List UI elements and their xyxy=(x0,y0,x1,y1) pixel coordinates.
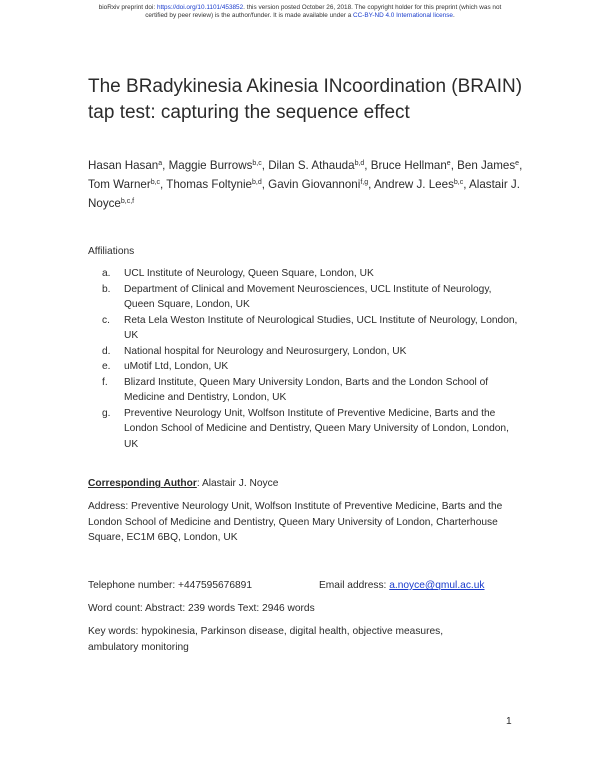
affiliation-letter: g. xyxy=(102,407,111,419)
author-name: Andrew J. Lees xyxy=(373,178,454,191)
affiliation-text: National hospital for Neurology and Neurosurgery, London, UK xyxy=(124,345,407,357)
affiliation-text: Preventive Neurology Unit, Wolfson Institute of Preventive Medicine, Barts and the London School of Medicine and Dentistry, Queen Mary University of London, London, UK xyxy=(124,407,509,450)
contact-row xyxy=(88,578,518,594)
author: Ben James$^e$, xyxy=(457,159,523,172)
affiliation-text: uMotif Ltd, London, UK xyxy=(124,361,229,372)
author-affiliation-marker: e xyxy=(446,160,451,167)
author-affiliation-marker: b,d xyxy=(251,179,262,186)
author-affiliation-marker: a xyxy=(158,160,163,167)
affiliations-heading: Affiliations xyxy=(88,246,135,257)
affiliation-text: Reta Lela Weston Institute of Neurological Studies, UCL Institute of Neurology, London, UK xyxy=(124,314,518,341)
author: Bruce Hellman$^e$, xyxy=(370,159,458,172)
word-count: Word count: Abstract: 239 words Text: 2946 words xyxy=(88,603,315,614)
paper-title xyxy=(88,74,528,126)
author: Andrew J. Lees$^{b,c}$, xyxy=(373,178,470,191)
email-address: Email address: a.noyce@qmul.ac.uk xyxy=(319,580,485,591)
affiliation-item xyxy=(100,359,520,375)
author-name: Dilan S. Athauda xyxy=(268,159,355,172)
telephone-number: Telephone number: +447595676891 xyxy=(88,580,252,591)
license-link[interactable]: CC-BY-ND 4.0 International license xyxy=(353,12,453,20)
affiliation-letter: a. xyxy=(102,268,111,279)
affiliation-item xyxy=(100,313,520,344)
author-name: Alastair J. Noyce xyxy=(88,178,520,210)
author-affiliation-marker: b,d xyxy=(354,160,365,167)
author-affiliation-marker: b,c xyxy=(252,160,262,167)
author-affiliation-marker: b,c xyxy=(150,179,161,186)
key-words: Key words: hypokinesia, Parkinson disease, digital health, objective measures, ambulatory monitoring xyxy=(88,626,444,653)
address: Address: Preventive Neurology Unit, Wolfson Institute of Preventive Medicine, Barts and the London School of Medicine and Dentistry, Queen Mary University of London, Charterhouse Square, EC1M 6BQ, London, UK xyxy=(88,501,503,543)
preprint-line-2: certified by peer review) is the author/funder. It is made available under a CC-BY-ND 4.0 International license. xyxy=(145,12,455,20)
affiliation-text: Blizard Institute, Queen Mary University London, Barts and the London School of Medicine and Dentistry, London, UK xyxy=(124,376,489,403)
author: Gavin Giovannoni$^{f,g}$, xyxy=(268,178,374,191)
author-name: Bruce Hellman xyxy=(370,159,447,172)
author-affiliation-marker: b,c,f xyxy=(120,198,135,205)
author: Hasan Hasan$^a$, xyxy=(88,159,169,172)
title-line-1: The BRadykinesia Akinesia INcoordination (BRAIN) xyxy=(88,76,523,97)
author: Thomas Foltynie$^{b,d}$, xyxy=(166,178,269,191)
preprint-notice xyxy=(0,4,600,20)
author-name: Hasan Hasan xyxy=(88,159,159,172)
author-name: Ben James xyxy=(457,159,516,172)
author-name: Thomas Foltynie xyxy=(166,178,252,191)
page-number: 1 xyxy=(506,716,512,727)
affiliation-text: Department of Clinical and Movement Neurosciences, UCL Institute of Neurology, Queen Square, London, UK xyxy=(124,283,492,310)
doi-link[interactable]: https://doi.org/10.1101/453852 xyxy=(156,4,244,11)
affiliation-text: UCL Institute of Neurology, Queen Square, London, UK xyxy=(124,268,374,279)
author-name: Maggie Burrows xyxy=(168,159,253,172)
author-list xyxy=(88,156,528,213)
affiliation-list xyxy=(100,266,520,452)
affiliation-item xyxy=(100,266,520,282)
affiliation-letter: f. xyxy=(102,376,108,388)
author-affiliation-marker: e xyxy=(515,160,520,167)
author-affiliation-marker: b,c xyxy=(453,179,464,186)
affiliation-item xyxy=(100,375,520,406)
author-affiliation-marker: f,g xyxy=(360,179,369,186)
corresponding-author-name: Alastair J. Noyce xyxy=(201,478,279,489)
affiliation-letter: b. xyxy=(102,283,111,295)
affiliation-letter: d. xyxy=(102,345,111,357)
affiliation-item xyxy=(100,344,520,360)
affiliation-letter: c. xyxy=(102,314,110,326)
author: Dilan S. Athauda$^{b,d}$, xyxy=(268,159,371,172)
affiliation-item xyxy=(100,282,520,313)
email-link[interactable]: a.noyce@qmul.ac.uk xyxy=(389,580,485,591)
author: Maggie Burrows$^{b,c}$, xyxy=(168,159,269,172)
author-name: Gavin Giovannoni xyxy=(268,178,361,191)
corresponding-author-label: Corresponding Author xyxy=(88,478,197,489)
author-name: Tom Warner xyxy=(88,178,151,191)
affiliation-item xyxy=(100,406,520,453)
affiliation-letter: e. xyxy=(102,361,111,372)
author: Tom Warner$^{b,c}$, xyxy=(88,178,167,191)
corresponding-author: Corresponding Author: Alastair J. Noyce xyxy=(88,478,279,489)
title-line-2: tap test: capturing the sequence effect xyxy=(88,102,410,123)
preprint-line-1: bioRxiv preprint doi: https://doi.org/10.1101/453852. this version posted October 26, 2018. The copyright holder for this preprint (which was not xyxy=(98,4,502,11)
